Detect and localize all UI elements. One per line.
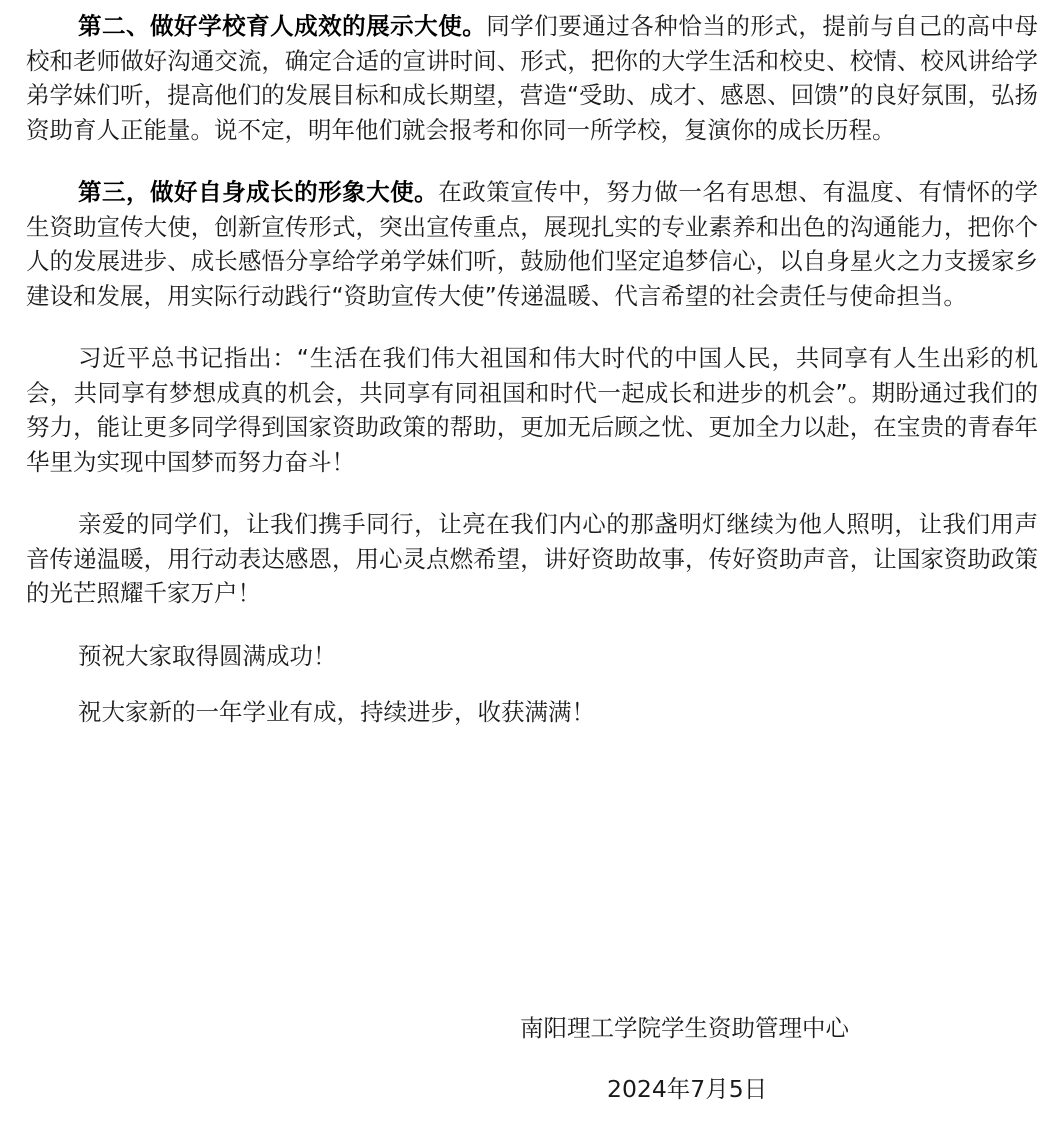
paragraph-wish-progress bbox=[26, 695, 1038, 730]
paragraph-text: 祝大家新的一年学业有成，持续进步，收获满满！ bbox=[78, 698, 595, 726]
paragraph-text: 同学们要通过各种恰当的形式，提前与自己的高中母校和老师做好沟通交流，确定合适的宣讲时间、形式，把你的大学生活和校史、校情、校风讲给学弟学妹们听，提高他们的发展目标和成长期望，营造“受助、成才、感恩、回馈”的良好氛围，弘扬资助育人正能量。说不定，明年他们就会报考和你同一所学校，复演你的成长历程。 bbox=[26, 12, 1039, 144]
paragraph-wish-success bbox=[26, 639, 1038, 674]
paragraph-call-to-action bbox=[26, 507, 1038, 611]
paragraph-quote bbox=[26, 341, 1038, 479]
signature-organization: 南阳理工学院学生资助管理中心 bbox=[520, 1014, 849, 1042]
paragraph-third-point bbox=[26, 175, 1038, 313]
paragraph-text: 预祝大家取得圆满成功！ bbox=[78, 641, 337, 670]
signature-date: 2024年7月5日 bbox=[607, 1075, 768, 1103]
letter-body bbox=[26, 9, 1038, 730]
paragraph-text: 在政策宣传中，努力做一名有思想、有温度、有情怀的学生资助宣传大使，创新宣传形式，突出宣传重点，展现扎实的专业素养和出色的沟通能力，把你个人的发展进步、成长感悟分享给学弟学妹们听，鼓励他们坚定追梦信心，以自身星火之力支援家乡建设和发展，用实际行动践行“资助宣传大使”传递温暖、代言希望的社会责任与使命担当。 bbox=[26, 178, 1039, 310]
paragraph-text: 亲爱的同学们，让我们携手同行，让亮在我们内心的那盏明灯继续为他人照明，让我们用声音传递温暖，用行动表达感恩，用心灵点燃希望，讲好资助故事，传好资助声音，让国家资助政策的光芒照耀千家万户！ bbox=[26, 510, 1038, 607]
paragraph-heading: 第三，做好自身成长的形象大使。 bbox=[78, 178, 439, 206]
paragraph-second-point bbox=[26, 9, 1038, 147]
paragraph-heading: 第二、做好学校育人成效的展示大使。 bbox=[78, 12, 487, 40]
paragraph-text: 习近平总书记指出：“生活在我们伟大祖国和伟大时代的中国人民，共同享有人生出彩的机会，共同享有梦想成真的机会，共同享有同祖国和时代一起成长和进步的机会”。期盼通过我们的努力，能让更多同学得到国家资助政策的帮助，更加无后顾之忧、更加全力以赴，在宝贵的青春年华里为实现中国梦而努力奋斗！ bbox=[26, 344, 1038, 476]
